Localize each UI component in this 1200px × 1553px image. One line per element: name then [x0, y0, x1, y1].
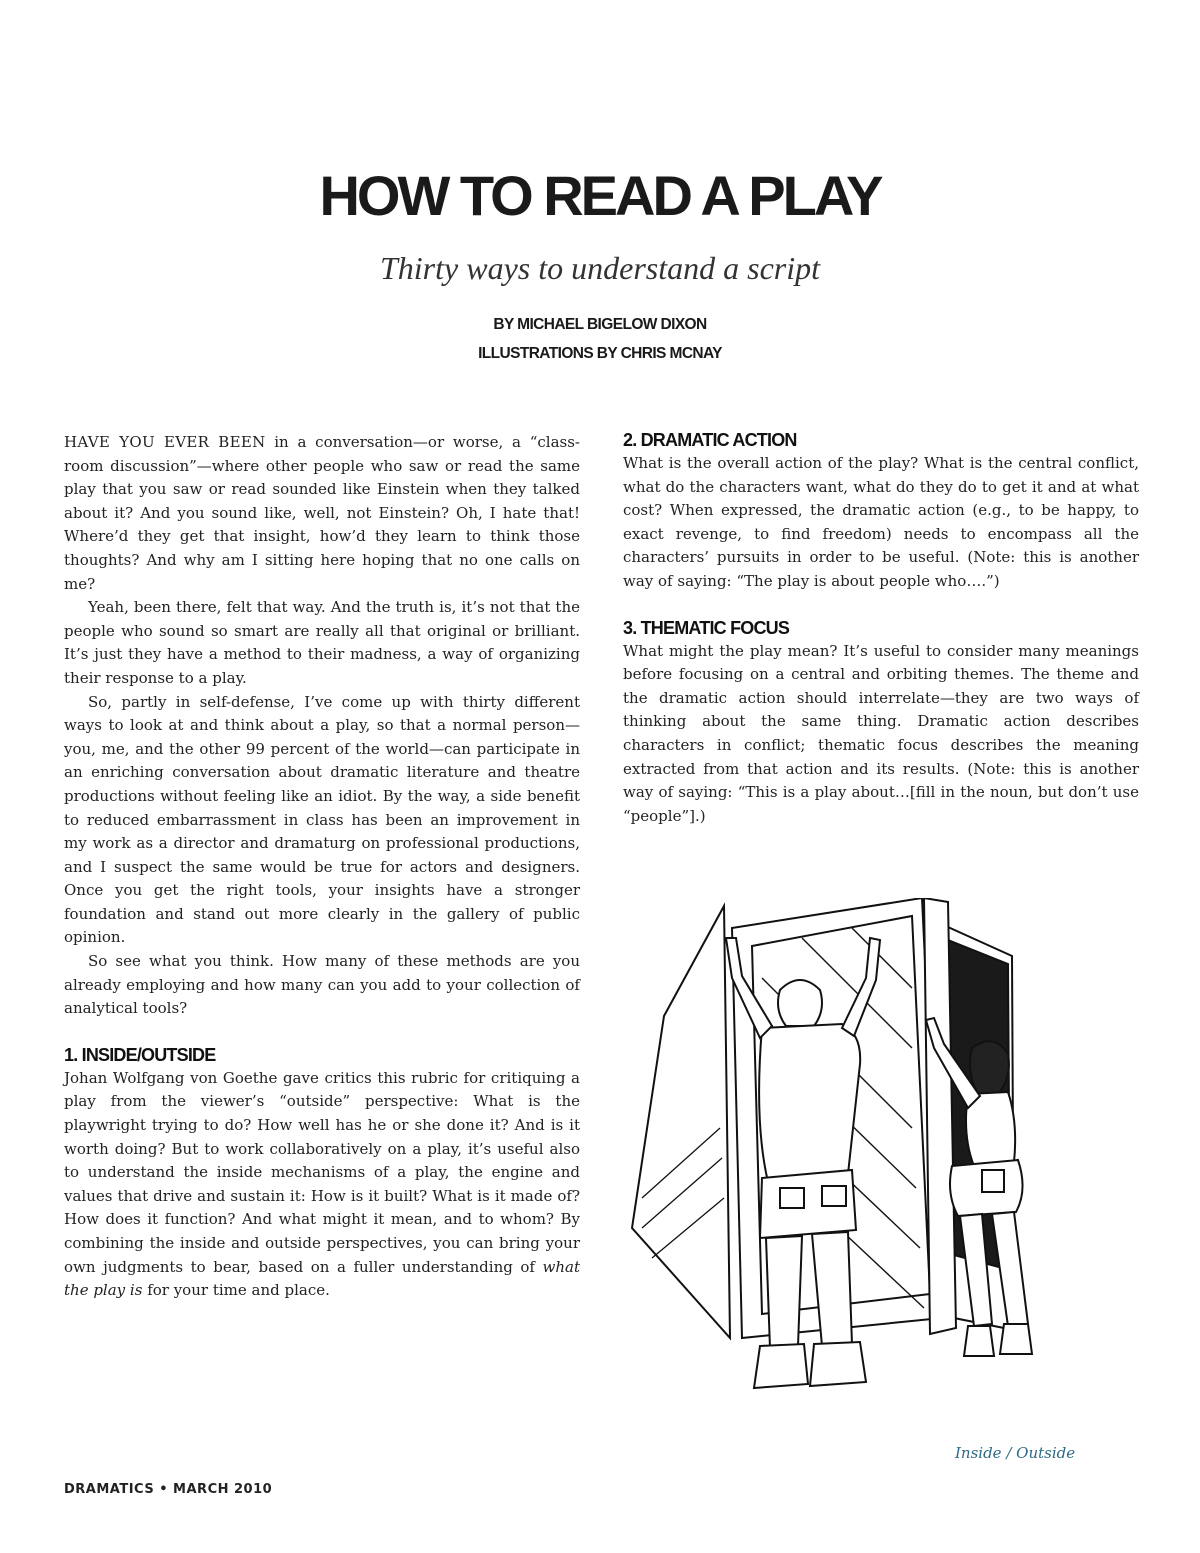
section-heading-thematic-focus: 3. THEMATIC FOCUS — [623, 617, 790, 638]
intro-paragraph-4: So see what you think. How many of these methods are you already employing and how many can you add to your collection of analytical tools? — [64, 952, 580, 1018]
inside-outside-illustration — [612, 898, 1112, 1438]
section-text-dramatic-action: What is the overall action of the play? What is the central conflict, what do the characters want, what do they do to get it and at what cost? When expressed, the dramatic action (e.g., to be happy, to exact revenge, to find freedom) needs to encompass all the characters’ pursuits in order to be useful. (Note: this is another way of saying: “The play is about people who….”) — [623, 454, 1139, 590]
right-column — [623, 428, 1139, 828]
section-text-thematic-focus: What might the play mean? It’s useful to consider many meanings before focusing on a central and orbiting themes. The theme and the dramatic action should interrelate—they are two ways of thinking about the same thing. Dramatic action describes characters in conflict; thematic focus describes the meaning extracted from that action and its results. (Note: this is another way of saying: “This is a play about…[fill in the noun, but don’t use “people”].) — [623, 641, 1139, 825]
intro-paragraph-2: Yeah, been there, felt that way. And the truth is, it’s not that the people who sound so smart are really all that original or brilliant. It’s just they have a method to their madness, a way of organizing their response to a play. — [64, 598, 580, 687]
lead-caps: HAVE YOU EVER BEEN — [64, 433, 266, 451]
section-heading-inside-outside: 1. INSIDE/OUTSIDE — [64, 1044, 216, 1065]
section-text-italic: what the play is — [64, 1257, 580, 1300]
illustration-caption: Inside / Outside — [955, 1444, 1076, 1462]
article-title: HOW TO READ A PLAY — [319, 164, 881, 227]
byline-illustrator: ILLUSTRATIONS BY CHRIS MCNAY — [478, 345, 722, 362]
section-text-part: Johan Wolfgang von Goethe gave critics this rubric for critiquing a play from the viewer’s “outside” perspective: What is the playwright trying to do? How well has he or she done it? And is it worth doing? But to work collaboratively on a play, it’s useful also to understand the inside mechanisms of a play, the engine and values that drive and sustain it: How is it built? What is it made of? How does it function? And what might it mean, and to whom? By combining the inside and outside perspectives, you can bring your own judgments to bear, based on a fuller understanding of — [64, 1068, 580, 1276]
intro-paragraph-3: So, partly in self-defense, I’ve come up with thirty different ways to look at and think about a play, so that a normal person—you, me, and the other 99 percent of the world—can participate in an enriching conversation about dramatic literature and theatre productions without feeling like an idiot. By the way, a side benefit to reduced embarrassment in class has been an improvement in my work as a director and dramaturg on professional productions, and I suspect the same would be true for actors and designers. Once you get the right tools, your insights have a stronger foundation and stand out more clearly in the gallery of public opinion. — [64, 692, 580, 947]
section-text-inside-outside — [64, 1067, 580, 1303]
intro-paragraph-1-text: in a conversation—or worse, a “class-room discussion”—where other people who saw or read the same play that you saw or read sounded like Einstein when they talked about it? And you sound like, well, not Einstein? Oh, I hate that! Where’d they get that insight, how’d they learn to think those thoughts? And why am I sitting here hoping that no one calls on me? — [64, 433, 580, 593]
article-subtitle: Thirty ways to understand a script — [379, 250, 820, 286]
section-heading-dramatic-action: 2. DRAMATIC ACTION — [623, 430, 797, 450]
page-footer: DRAMATICS • MARCH 2010 — [64, 1482, 273, 1497]
left-column — [64, 431, 580, 1303]
section-text-part: for your time and place. — [142, 1281, 330, 1300]
intro-paragraph-1 — [64, 431, 580, 596]
byline-author: BY MICHAEL BIGELOW DIXON — [493, 316, 707, 333]
